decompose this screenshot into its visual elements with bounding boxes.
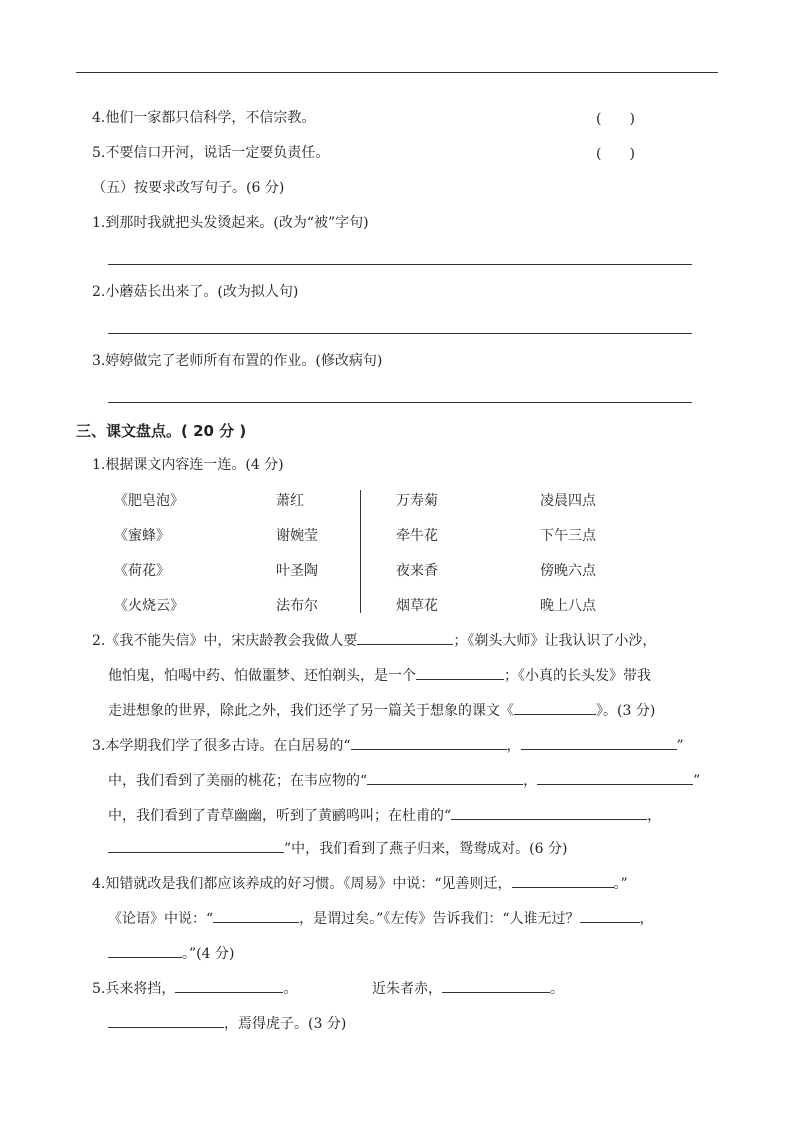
q5-text-1c: 近朱者赤， — [372, 981, 442, 997]
match-flower-2[interactable]: 牵牛花 — [396, 528, 438, 544]
q2-text-3b: 》。(3 分) — [596, 703, 656, 719]
q4-blank-4[interactable] — [108, 943, 182, 958]
q2-text-1a: 2.《我不能失信》中，宋庆龄教会我做人要 — [92, 633, 358, 649]
q2-line-1 — [92, 630, 656, 651]
q4-line-2 — [108, 908, 654, 929]
q3-blank-2[interactable] — [521, 735, 677, 750]
match-time-2[interactable]: 下午三点 — [540, 528, 596, 544]
rewrite-item-2: 2.小蘑菇长出来了。(改为拟人句) — [92, 284, 299, 300]
q4-text-2b: ，是谓过矣。”《左传》告诉我们：“人谁无过？ — [299, 911, 580, 927]
rewrite-answer-line-1[interactable] — [108, 264, 692, 265]
q3-text-3a: 中，我们看到了青草幽幽，听到了黄鹂鸣叫；在杜甫的“ — [108, 808, 452, 824]
match-title-1[interactable]: 《肥皂泡》 — [114, 493, 184, 509]
match-divider — [360, 490, 361, 613]
match-title-2[interactable]: 《蜜蜂》 — [114, 528, 170, 544]
q4-line-1 — [92, 873, 628, 894]
q5-text-1d: 。 — [550, 981, 564, 997]
header-rule — [76, 72, 718, 73]
q3-text-2a: 中，我们看到了美丽的桃花；在韦应物的“ — [108, 773, 368, 789]
q5-line-2 — [108, 1013, 346, 1034]
q2-text-2b: ；《小真的长头发》带我 — [504, 668, 651, 684]
q2-blank-2[interactable] — [416, 665, 504, 680]
match-flower-4[interactable]: 烟草花 — [396, 598, 438, 614]
q4-blank-2[interactable] — [213, 908, 299, 923]
q2-text-1b: ；《剃头大师》让我认识了小沙， — [453, 633, 657, 649]
q3-text-1a: 3.本学期我们学了很多古诗。在白居易的“ — [92, 738, 351, 754]
q3-line-3 — [108, 805, 661, 826]
rewrite-section-title: （五）按要求改写句子。(6 分) — [92, 180, 285, 196]
match-flower-3[interactable]: 夜来香 — [396, 563, 438, 579]
q2-line-2 — [108, 665, 651, 686]
rewrite-answer-line-3[interactable] — [108, 402, 692, 403]
judge-answer-paren-4[interactable]: ( ) — [596, 111, 635, 127]
q3-blank-3[interactable] — [367, 770, 523, 785]
q5-text-1b: 。 — [283, 981, 298, 997]
match-author-2[interactable]: 谢婉莹 — [276, 528, 318, 544]
q4-blank-3[interactable] — [580, 908, 640, 923]
q3-text-1b: ， — [506, 738, 521, 754]
q4-text-1a: 4.知错就改是我们都应该养成的好习惯。《周易》中说：“见善则迁， — [92, 876, 512, 892]
q5-line-1-right — [372, 978, 564, 999]
q3-line-4 — [108, 838, 567, 859]
q3-text-2b: ， — [523, 773, 538, 789]
rewrite-item-1: 1.到那时我就把头发烫起来。(改为“被”字句) — [92, 215, 369, 231]
match-author-1[interactable]: 萧红 — [276, 493, 304, 509]
q3-blank-4[interactable] — [537, 770, 693, 785]
q3-text-4b: ”中，我们看到了燕子归来，鸳鸯成对。(6 分) — [284, 841, 568, 857]
q4-line-3 — [108, 943, 234, 964]
judge-item-4: 4.他们一家都只信科学，不信宗教。 — [92, 110, 316, 126]
section-3-title: 三、课文盘点。( 20 分 ) — [76, 422, 247, 440]
q3-line-2 — [108, 770, 700, 791]
q4-text-2c: ， — [639, 911, 654, 927]
q5-blank-3[interactable] — [108, 1013, 224, 1028]
q4-blank-1[interactable] — [512, 873, 614, 888]
rewrite-item-3: 3.婷婷做完了老师所有布置的作业。(修改病句) — [92, 353, 383, 369]
q3-text-3b: ， — [647, 808, 662, 824]
q5-blank-2[interactable] — [442, 978, 550, 993]
match-title-3[interactable]: 《荷花》 — [114, 563, 170, 579]
q5-line-1 — [92, 978, 297, 999]
q3-blank-5[interactable] — [451, 805, 647, 820]
q5-text-1a: 5.兵来将挡， — [92, 981, 176, 997]
match-time-1[interactable]: 凌晨四点 — [540, 493, 596, 509]
q3-blank-6[interactable] — [108, 838, 284, 853]
q3-blank-1[interactable] — [351, 735, 507, 750]
q5-text-2b: ，焉得虎子。(3 分) — [224, 1016, 347, 1032]
judge-item-5: 5.不要信口开河，说话一定要负责任。 — [92, 145, 330, 161]
q2-line-3 — [108, 700, 655, 721]
rewrite-answer-line-2[interactable] — [108, 333, 692, 334]
match-flower-1[interactable]: 万寿菊 — [396, 493, 438, 509]
q5-blank-1[interactable] — [175, 978, 283, 993]
q4-text-3b: 。”(4 分) — [182, 946, 235, 962]
q2-blank-3[interactable] — [514, 700, 596, 715]
q1-title: 1.根据课文内容连一连。(4 分) — [92, 457, 284, 473]
q4-text-1b: 。” — [613, 876, 628, 892]
match-title-4[interactable]: 《火烧云》 — [114, 598, 184, 614]
match-time-4[interactable]: 晚上八点 — [540, 598, 596, 614]
match-author-4[interactable]: 法布尔 — [276, 598, 318, 614]
q2-text-2a: 他怕鬼，怕喝中药、怕做噩梦、还怕剃头，是一个 — [108, 668, 416, 684]
q2-text-3a: 走进想象的世界，除此之外，我们还学了另一篇关于想象的课文《 — [108, 703, 514, 719]
q3-line-1 — [92, 735, 684, 756]
q3-text-2c: ” — [693, 773, 701, 789]
q3-text-1c: ” — [676, 738, 684, 754]
judge-answer-paren-5[interactable]: ( ) — [596, 146, 635, 162]
q4-text-2a: 《论语》中说：“ — [108, 911, 214, 927]
match-time-3[interactable]: 傍晚六点 — [540, 563, 596, 579]
q2-blank-1[interactable] — [357, 630, 453, 645]
match-author-3[interactable]: 叶圣陶 — [276, 563, 318, 579]
